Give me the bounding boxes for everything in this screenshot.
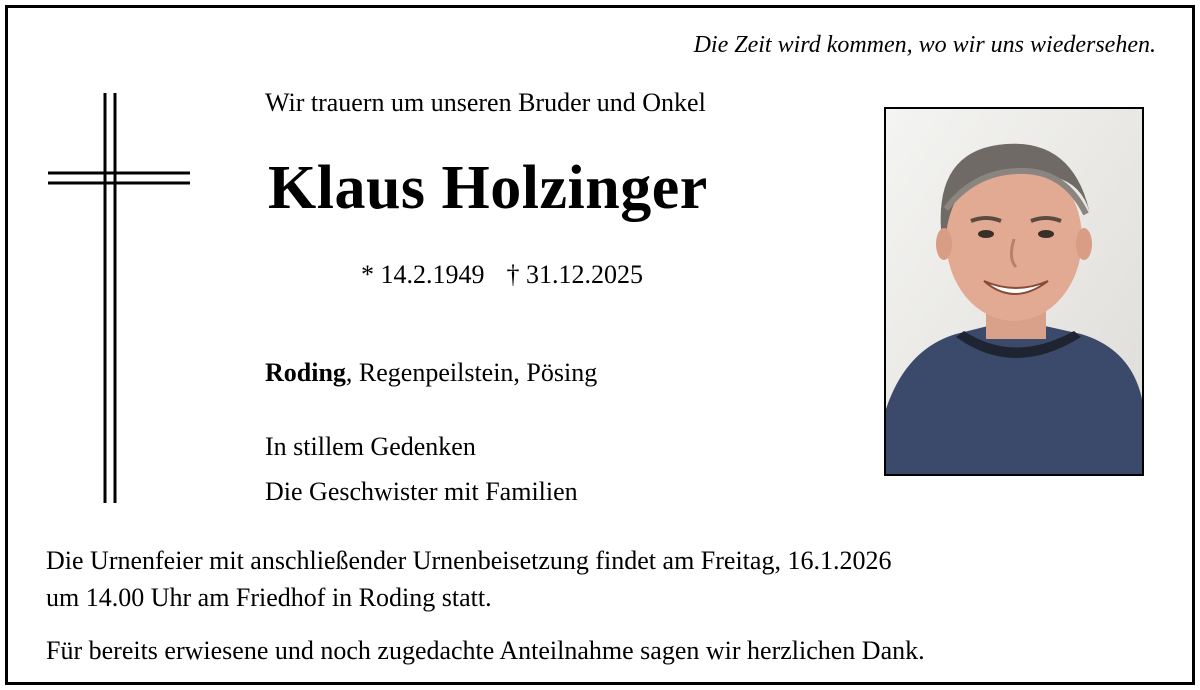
mourners-line: Die Geschwister mit Familien (265, 477, 578, 506)
motto-quote: Die Zeit wird kommen, wo wir uns wiedersehen. (693, 32, 1156, 58)
place-main: Roding (265, 358, 346, 387)
death-date: † 31.12.2025 (506, 260, 643, 289)
thanks-line: Für bereits erwiesene und noch zugedachte Anteilnahme sagen wir herzlichen Dank. (46, 636, 925, 665)
service-info-line2: um 14.00 Uhr am Friedhof in Roding statt. (46, 583, 492, 612)
place-rest: , Regenpeilstein, Pösing (345, 358, 598, 387)
deceased-name: Klaus Holzinger (268, 154, 708, 222)
portrait-photo (884, 107, 1144, 476)
double-line-cross-icon (48, 93, 190, 503)
intro-line: Wir trauern um unseren Bruder und Onkel (265, 88, 706, 117)
memory-line: In stillem Gedenken (265, 432, 476, 461)
service-info-line1: Die Urnenfeier mit anschließender Urnenbeisetzung findet am Freitag, 16.1.2026 (46, 546, 892, 575)
places-line (265, 358, 597, 388)
obituary-frame (5, 5, 1195, 685)
birth-date: * 14.2.1949 (361, 260, 485, 289)
life-dates (361, 260, 643, 290)
